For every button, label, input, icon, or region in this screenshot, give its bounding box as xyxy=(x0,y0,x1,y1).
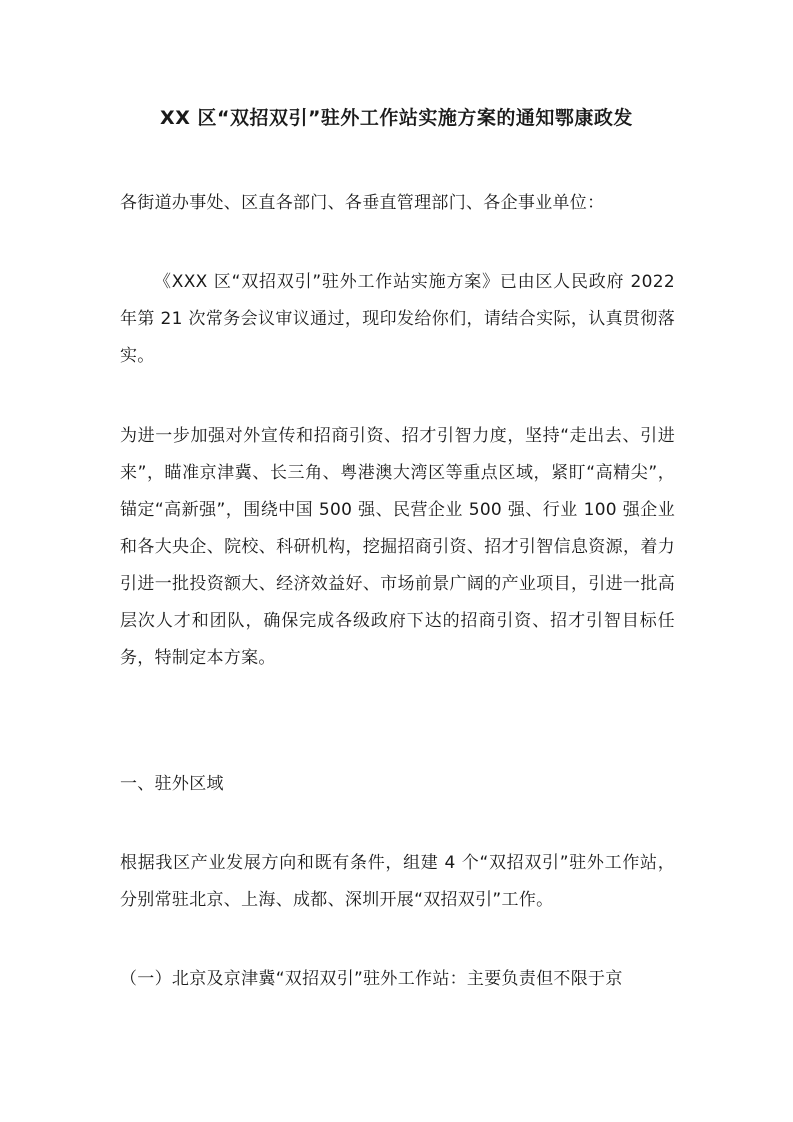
notice-paragraph: 《XXX 区“双招双引”驻外工作站实施方案》已由区人民政府 2022 年第 21 次常务会议审议通过，现印发给你们，请结合实际，认真贯彻落实。 xyxy=(120,272,675,366)
document-title: XX 区“双招双引”驻外工作站实施方案的通知鄂康政发 xyxy=(160,107,633,129)
section-body: 根据我区产业发展方向和既有条件，组建 4 个“双招双引”驻外工作站，分别常驻北京、上海、成都、深圳开展“双招双引”工作。 xyxy=(120,853,675,910)
section-heading: 一、驻外区域 xyxy=(120,774,224,794)
intro-paragraph: 为进一步加强对外宣传和招商引资、招才引智力度，坚持“走出去、引进来”，瞄准京津冀、长三角、粤港澳大湾区等重点区域，紧盯“高精尖”，锚定“高新强”，围绕中国 500 强、民营企业 500 强、行业 100 强企业和各大央企、院校、科研机构，挖掘招商引资、招才引智信息资源，着力引进一批投资额大、经济效益好、市场前景广阔的产业项目，引进一批高层次人才和团队，确保完成各级政府下达的招商引资、招才引智目标任务，特制定本方案。 xyxy=(120,426,675,668)
salutation: 各街道办事处、区直各部门、各垂直管理部门、各企事业单位： xyxy=(120,193,605,213)
subsection-paragraph: （一）北京及京津冀“双招双引”驻外工作站：主要负责但不限于京 xyxy=(120,969,623,989)
